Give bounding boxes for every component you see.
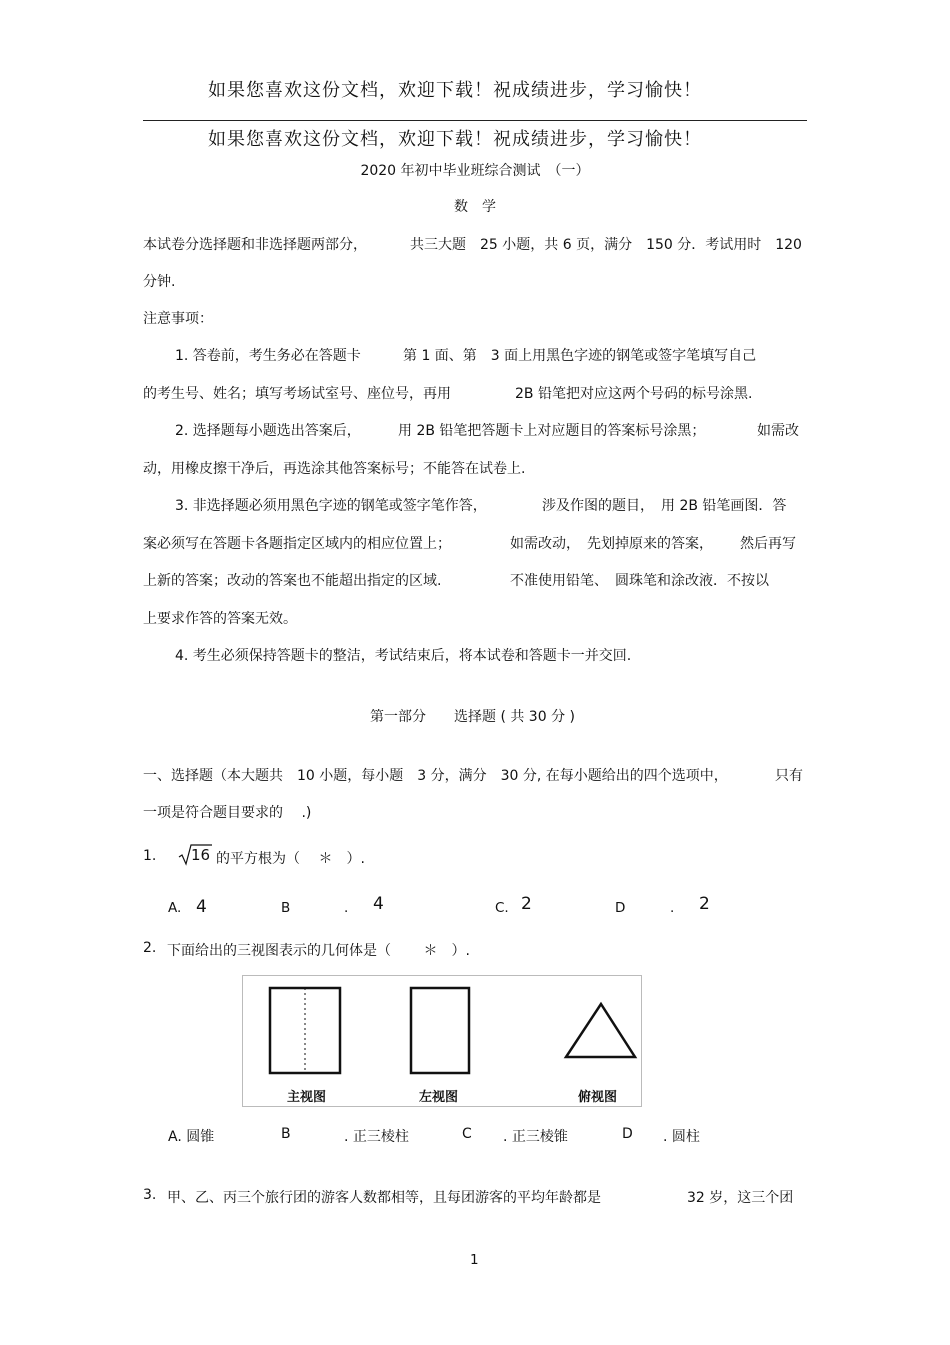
- exam-title: 2020 年初中毕业班综合测试 （一）: [360, 163, 590, 179]
- intro-line2: 分钟.: [143, 274, 176, 290]
- notice-3-line2-b: 如需改动， 先划掉原来的答案，: [510, 536, 713, 552]
- q3-number: 3.: [143, 1187, 157, 1203]
- q1-option-d-value: 2: [699, 894, 710, 914]
- notice-3-line2-a: 案必须写在答题卡各题指定区域内的相应位置上；: [143, 536, 451, 552]
- q1-option-d-dot: .: [670, 900, 675, 916]
- header-divider: [143, 120, 807, 121]
- notice-1-line2-a: 的考生号、姓名；填写考场试室号、座位号，再用: [143, 386, 451, 402]
- notice-2-line1-a: 2. 选择题每小题选出答案后，: [175, 423, 361, 439]
- notice-2-line1-c: 如需改: [757, 423, 799, 439]
- notice-4: 4. 考生必须保持答题卡的整洁，考试结束后，将本试卷和答题卡一并交回.: [175, 648, 632, 664]
- q1-option-b-value: 4: [373, 894, 384, 914]
- part-one-title: 第一部分 选择题 ( 共 30 分 ): [370, 709, 575, 725]
- notice-3-line1-a: 3. 非选择题必须用黑色字迹的钢笔或签字笔作答，: [175, 498, 487, 514]
- q2-option-b: . 正三棱柱: [344, 1129, 409, 1145]
- notice-3-line3-b: 不准使用铅笔、 圆珠笔和涂改液．不按以: [510, 573, 769, 589]
- q1-stem: 的平方根为（ ＊ ）.: [216, 851, 365, 867]
- q2-option-a: A. 圆锥: [168, 1129, 215, 1145]
- q1-option-b-label: B: [281, 900, 291, 916]
- subject-title: 数 学: [454, 199, 496, 215]
- top-view-shape: [566, 1004, 635, 1057]
- notice-title: 注意事项：: [143, 311, 213, 327]
- left-view-label: 左视图: [419, 1090, 459, 1105]
- q1-option-d-label: D: [615, 900, 626, 916]
- notice-2-line1-b: 用 2B 铅笔把答题卡上对应题目的答案标号涂黑；: [398, 423, 706, 439]
- notice-1-line1-a: 1. 答卷前，考生务必在答题卡: [175, 348, 361, 364]
- q1-option-a-label: A.: [168, 900, 182, 916]
- q1-option-a-value: 4: [196, 897, 207, 917]
- notice-3-line4: 上要求作答的答案无效。: [143, 611, 297, 627]
- q2-option-d-label: D: [622, 1126, 633, 1142]
- q2-option-c-label: C: [462, 1126, 472, 1142]
- left-view-shape: [411, 988, 469, 1073]
- notice-1-line1-b: 第 1 面、第 3 面上用黑色字迹的钢笔或签字笔填写自己: [403, 348, 757, 364]
- intro-line1-b: 共三大题 25 小题，共 6 页，满分 150 分．考试用时 120: [410, 237, 802, 253]
- section-one-line1-b: 只有: [775, 768, 803, 784]
- notice-3-line3-a: 上新的答案；改动的答案也不能超出指定的区域.: [143, 573, 442, 589]
- notice-2-line2: 动，用橡皮擦干净后，再选涂其他答案标号；不能答在试卷上.: [143, 461, 526, 477]
- q3-stem-b: 32 岁，这三个团: [687, 1190, 794, 1206]
- section-one-line1-a: 一、选择题（本大题共 10 小题，每小题 3 分，满分 30 分, 在每小题给出的四个选项中，: [143, 768, 728, 784]
- q2-option-c: . 正三棱锥: [503, 1129, 568, 1145]
- q3-stem-a: 甲、乙、丙三个旅行团的游客人数都相等，且每团游客的平均年龄都是: [167, 1190, 601, 1206]
- notice-3-line1-b: 涉及作图的题目， 用 2B 铅笔画图．答: [542, 498, 787, 514]
- q1-option-c-label: C.: [495, 900, 509, 916]
- top-view-label: 俯视图: [578, 1090, 618, 1105]
- intro-line1-a: 本试卷分选择题和非选择题两部分，: [143, 237, 367, 253]
- notice-1-line2-b: 2B 铅笔把对应这两个号码的标号涂黑.: [515, 386, 753, 402]
- q1-number: 1.: [143, 848, 157, 864]
- header-banner: 如果您喜欢这份文档，欢迎下载！祝成绩进步，学习愉快！: [208, 80, 702, 101]
- three-view-figure: [242, 975, 642, 1107]
- q2-option-b-label: B: [281, 1126, 291, 1142]
- q1-radicand: 16: [191, 846, 211, 864]
- section-one-line2: 一项是符合题目要求的 .): [143, 805, 312, 821]
- q2-number: 2.: [143, 940, 157, 956]
- q1-option-c-value: 2: [521, 894, 532, 914]
- notice-3-line2-c: 然后再写: [740, 536, 796, 552]
- q1-option-b-dot: .: [344, 900, 349, 916]
- sub-banner: 如果您喜欢这份文档，欢迎下载！祝成绩进步，学习愉快！: [208, 129, 702, 150]
- q2-option-d: . 圆柱: [663, 1129, 700, 1145]
- front-view-label: 主视图: [287, 1090, 327, 1105]
- page-number: 1: [470, 1252, 479, 1268]
- front-view-shape: [270, 988, 340, 1073]
- q2-stem: 下面给出的三视图表示的几何体是（ ＊ ）.: [167, 943, 470, 959]
